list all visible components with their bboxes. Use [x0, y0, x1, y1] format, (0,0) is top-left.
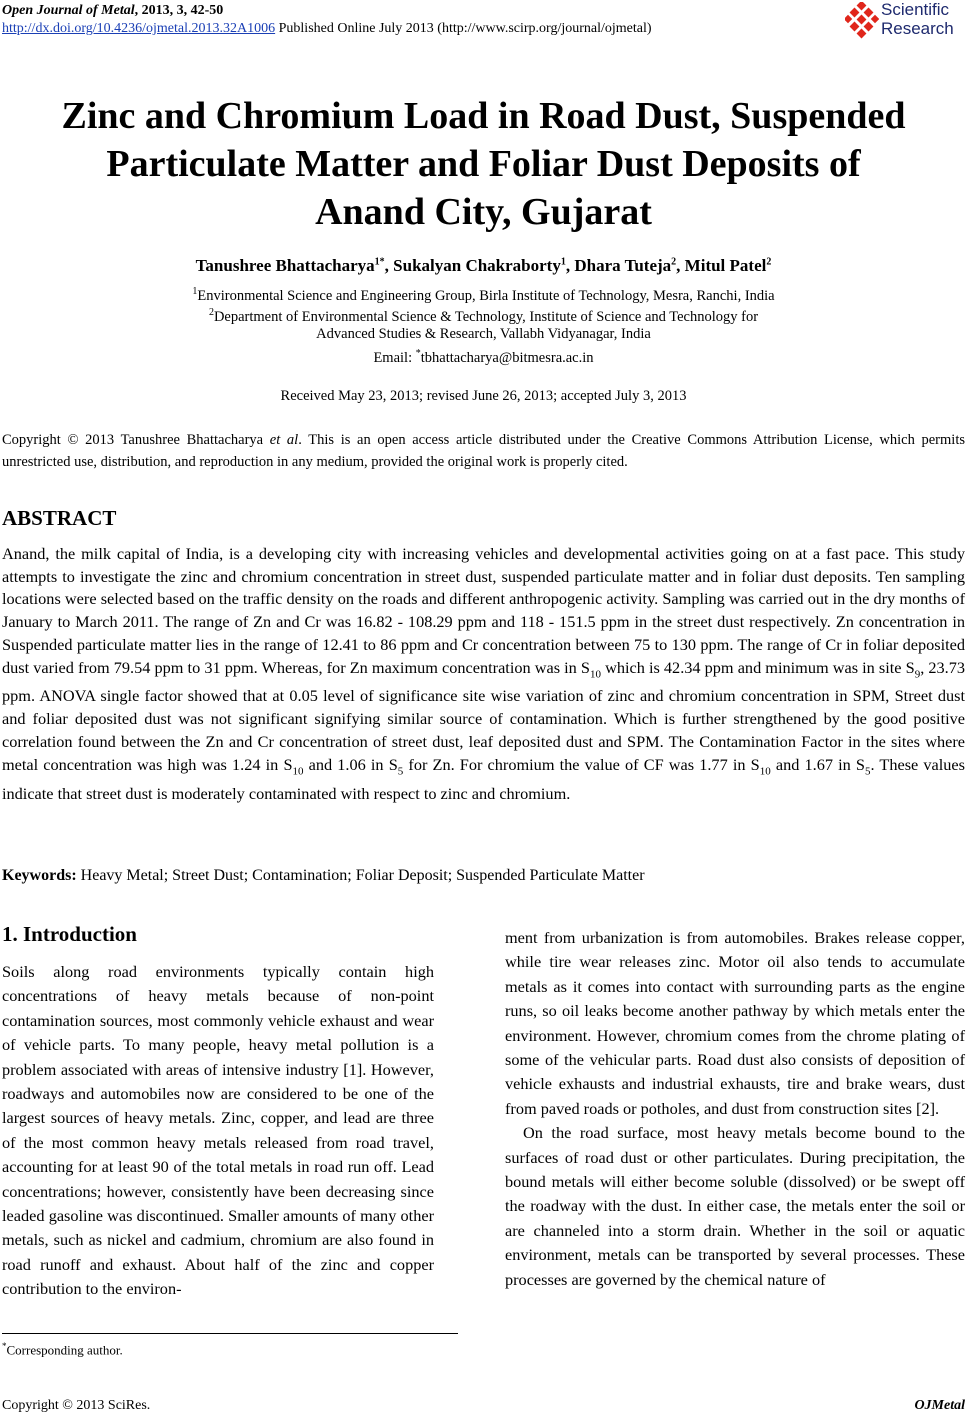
author-affiliation-mark: 1: [560, 256, 566, 268]
abstract-text: and 1.67 in S: [770, 754, 865, 774]
site-subscript: 5: [397, 764, 404, 777]
scirp-logo-icon: [845, 2, 879, 40]
site-subscript: 9: [914, 667, 921, 680]
received-dates: Received May 23, 2013; revised June 26, 2013; accepted July 3, 2013: [280, 388, 687, 404]
logo-line-research: Research: [881, 19, 954, 38]
site-subscript: 10: [759, 764, 771, 777]
copyright-notice: [2, 429, 965, 473]
email-label: Email:: [373, 349, 416, 366]
abstract-text: for Zn. For chromium the value of CF was 1.77 in S: [403, 754, 760, 774]
section-heading-introduction: 1. Introduction: [2, 922, 137, 946]
abstract-text: which is 42.34 ppm and minimum was in site S: [600, 657, 915, 677]
scientific-research-logo: [845, 0, 965, 44]
left-column: [2, 960, 434, 1302]
footnote-text: Corresponding author.: [6, 1342, 123, 1358]
author-affiliation-mark: 1*: [374, 256, 385, 268]
affiliation-mark: 2: [208, 307, 214, 318]
intro-paragraph: Soils along road environments typically contain high concentrations of heavy metals because of non-point contamination sources, most commonly vehicle exhaust and wear of vehicle parts. To many people, heavy metal pollution is a problem associated with areas of intensive industry [1]. However, roadways and automobiles now are considered to be one of the largest sources of heavy metals. Zinc, copper, and lead are three of the most common heavy metals released from road travel, accounting for at least 90 of the total metals in road run off. Lead concentrations; however, consistently have been decreasing since leaded gasoline was discontinued. Smaller amounts of many other metals, such as nickel and cadmium, chromium are also found in road runoff and exhaust. About half of the zinc and copper contribution to the environ-: [2, 962, 434, 1299]
keywords: [2, 867, 965, 885]
journal-volume: , 2013, 3, 42-50: [134, 3, 224, 18]
logo-line-scientific: Scientific: [881, 0, 950, 19]
intro-paragraph: On the road surface, most heavy metals become bound to the surfaces of road dust or other particulates. During precipitation, the bound metals will either become soluble (dissolved) or be swept off the roadway with the dust. In either case, the metals enter the soil or are channeled into a storm drain. Whether in the soil or aquatic environment, metals can be transported by several processes. These processes are governed by the chemical nature of: [505, 1123, 965, 1289]
footnote: [2, 1341, 123, 1358]
keywords-text: Heavy Metal; Street Dust; Contamination; Foliar Deposit; Suspended Particulate Matter: [76, 867, 645, 884]
author-name: Tanushree Bhattacharya: [195, 256, 375, 275]
abstract-heading: ABSTRACT: [2, 506, 117, 530]
abstract-body: [2, 543, 965, 805]
email-address[interactable]: tbhattacharya@bitmesra.ac.in: [420, 349, 594, 366]
logo-wordmark: [881, 0, 954, 38]
site-subscript: 5: [864, 764, 871, 777]
author-affiliation-mark: 2: [671, 256, 677, 268]
author-list: Tanushree Bhattacharya$^{1*}$, Sukalyan Chakraborty$^1$, Dhara Tuteja$^2$, Mitul Patel$^2$: [195, 256, 772, 275]
author-name: Dhara Tuteja: [574, 256, 672, 275]
footer-copyright: Copyright © 2013 SciRes.: [2, 1398, 151, 1413]
copyright-etal: et al: [269, 432, 299, 448]
affiliation-text: Advanced Studies & Research, Vallabh Vidyanagar, India: [316, 326, 651, 342]
author-name: Sukalyan Chakraborty: [393, 256, 561, 275]
footer-journal-abbrev: OJMetal: [914, 1398, 965, 1413]
title-line-2: Particulate Matter and Foliar Dust Deposits of: [106, 143, 861, 185]
author-name: Mitul Patel: [684, 256, 767, 275]
abstract-text: and 1.06 in S: [303, 754, 398, 774]
doi-link[interactable]: http://dx.doi.org/10.4236/ojmetal.2013.32A1006: [2, 21, 276, 36]
abstract-text: Anand, the milk capital of India, is a developing city with increasing vehicles and developmental activities going on at a fast pace. This study attempts to investigate the zinc and chromium concentration in street dust, suspended particulate matter and in foliar dust deposits. Ten sampling locations were selected based on the traffic density on the roads and different anthropogenic activity. Sampling was carried out in the dry months of January to March 2011. The range of Zn and Cr was 16.82 - 108.29 ppm and 118 - 151.5 ppm in the street dust respectively. Zn concentration in Suspended particulate matter lies in the range of 12.41 to 86 ppm and Cr concentration between 75 to 130 ppm. The range of Cr in foliar deposited dust varied from 79.54 ppm to 31 ppm. Whereas, for Zn maximum concentration was in S: [2, 544, 965, 677]
affiliation-mark: 1: [192, 286, 198, 297]
email-line: [0, 344, 967, 368]
journal-name: Open Journal of Metal: [2, 3, 135, 18]
journal-header: [2, 2, 652, 38]
title-line-3: Anand City, Gujarat: [315, 191, 652, 233]
paper-title: [20, 92, 947, 236]
title-line-1: Zinc and Chromium Load in Road Dust, Suspended: [61, 95, 906, 137]
affiliation-2-cont: [0, 324, 967, 344]
footnote-mark: *: [2, 1341, 7, 1351]
copyright-text: Copyright © 2013 Tanushree Bhattacharya: [2, 432, 270, 448]
affiliation-text: Department of Environmental Science & Technology, Institute of Science and Technology for: [213, 308, 759, 325]
author-affiliation-mark: 2: [766, 256, 772, 268]
intro-paragraph: ment from urbanization is from automobiles. Brakes release copper, while tire wear releases zinc. Motor oil also tends to accumulate metals as it comes into contact with surrounding parts as the engine runs, so oil leaks become another pathway by which metals enter the environment. However, chromium comes from the chrome plating of some of the vehicular parts. Road dust also consists of deposition of vehicle exhausts and industrial exhausts, tire and brake wears, dust from paved roads or potholes, and dust from construction sites [2].: [505, 928, 965, 1118]
published-online-text: Published Online July 2013 (http://www.scirp.org/journal/ojmetal): [275, 21, 652, 36]
site-subscript: 10: [589, 667, 601, 680]
site-subscript: 10: [292, 764, 304, 777]
right-column: [505, 926, 965, 1292]
footnote-divider: [2, 1333, 458, 1334]
email-mark: *: [415, 348, 421, 359]
copyright-text-2: . This is an open access article distributed under the Creative Commons Attribution License, which permits unrestricted use, distribution, and reproduction in any medium, provided the original work is properly cited.: [2, 432, 965, 470]
abstract-text: . These values indicate that street dust is moderately contaminated with respect to zinc and chromium.: [2, 754, 965, 803]
keywords-label: Keywords:: [2, 867, 77, 884]
abstract-text: , 23.73 ppm. ANOVA single factor showed that at 0.05 level of significance site wise variation of zinc and chromium concentration in SPM, Street dust and foliar deposited dust was not significant signifying similar source of contamination. Which is further strengthened by the good positive correlation found between the Zn and Cr concentration of street dust, leaf deposited dust and SPM. The Contamination Factor in the sites where metal concentration was high was 1.24 in S: [2, 657, 965, 774]
affiliation-text: Environmental Science and Engineering Group, Birla Institute of Technology, Mesra, Ranchi, India: [197, 287, 775, 304]
